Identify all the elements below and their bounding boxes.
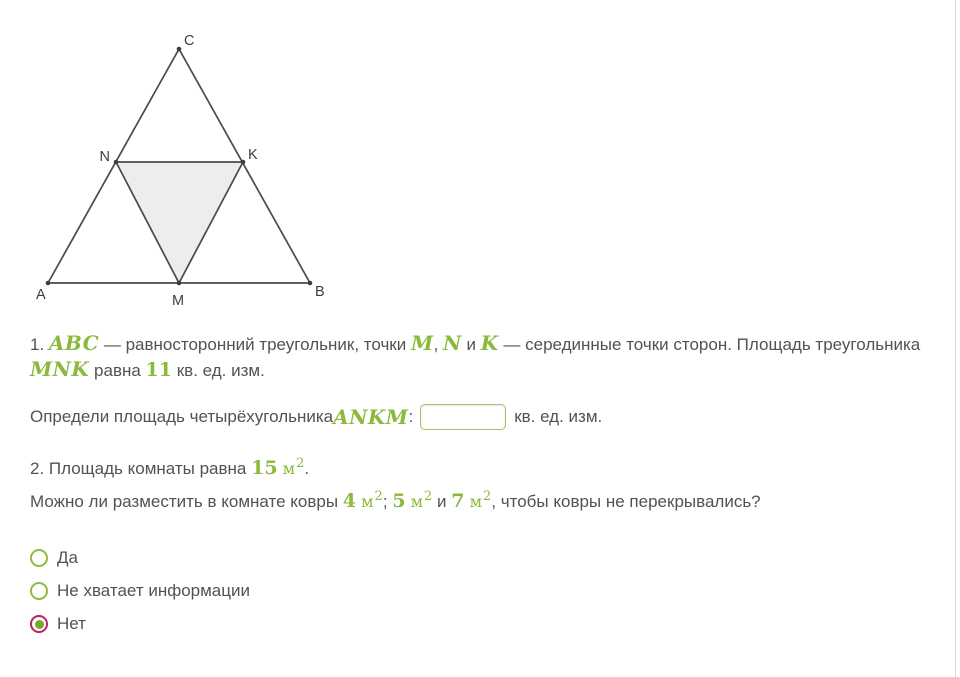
math-unit-m: м: [277, 459, 296, 478]
math-unit-m: м: [464, 492, 483, 511]
answer-input[interactable]: [420, 404, 506, 430]
answer-units: кв. ед. изм.: [514, 407, 603, 426]
math-number-11: 11: [145, 359, 172, 381]
problem-2-text: [30, 450, 761, 516]
vertex-label-n: N: [99, 149, 110, 165]
vertex-label-c: C: [184, 33, 195, 49]
problem-2-line-1: [30, 450, 761, 483]
inner-triangle-fill: [116, 162, 243, 283]
math-var-abc: ABC: [48, 331, 100, 355]
radio-checked-icon[interactable]: [30, 615, 48, 633]
answer-options: [30, 548, 250, 647]
vertex-label-a: A: [36, 287, 46, 303]
option-label[interactable]: Да: [57, 548, 78, 567]
math-number-4: 4: [342, 490, 357, 512]
math-var-m: M: [410, 331, 434, 355]
math-number-15: 15: [251, 457, 278, 479]
problem-1-text: [30, 331, 920, 383]
text-segment: ;: [382, 492, 393, 511]
text-segment: .: [304, 459, 310, 478]
problem-1-line-1: [30, 331, 920, 357]
content-right-border: [955, 0, 956, 677]
math-superscript-2: 2: [296, 456, 305, 471]
text-segment: , чтобы ковры не перекрывались?: [491, 492, 761, 511]
radio-unchecked-icon[interactable]: [30, 582, 48, 600]
vertex-label-k: K: [248, 147, 258, 163]
math-var-ankm: ANKM: [333, 405, 409, 429]
radio-unchecked-icon[interactable]: [30, 549, 48, 567]
option-row-ne-khvataet[interactable]: [30, 581, 250, 601]
math-number-7: 7: [451, 490, 465, 512]
math-superscript-2: 2: [374, 489, 383, 504]
math-var-k: K: [480, 331, 499, 355]
text-segment: ,: [433, 335, 444, 354]
text-segment: равна: [89, 361, 146, 380]
text-segment: 2. Площадь комнаты равна: [30, 459, 252, 478]
answer-row: [30, 400, 602, 434]
text-segment: 1.: [30, 335, 49, 354]
option-row-da[interactable]: [30, 548, 250, 568]
math-unit-m: м: [405, 492, 424, 511]
text-segment: — равносторонний треугольник, точки: [99, 335, 411, 354]
math-superscript-2: 2: [483, 489, 492, 504]
text-segment: — серединные точки сторон. Площадь треугольника: [498, 335, 921, 354]
text-segment: и: [432, 492, 452, 511]
problem-1-line-2: [30, 357, 920, 383]
math-superscript-2: 2: [424, 489, 433, 504]
answer-prompt: Определи площадь четырёхугольника: [30, 407, 334, 426]
option-row-net[interactable]: [30, 614, 250, 634]
vertex-label-b: B: [315, 284, 325, 300]
option-label[interactable]: Нет: [57, 614, 86, 633]
problem-2-line-2: [30, 483, 761, 516]
math-var-mnk: MNK: [30, 357, 90, 381]
math-var-n: N: [443, 331, 462, 355]
text-segment: кв. ед. изм.: [172, 361, 265, 380]
text-segment: и: [461, 335, 481, 354]
radio-dot: [35, 620, 44, 629]
vertex-label-m: M: [172, 293, 185, 309]
geometry-diagram: [0, 0, 345, 315]
option-label[interactable]: Не хватает информации: [57, 581, 250, 600]
answer-colon: :: [408, 407, 414, 426]
math-unit-m: м: [356, 492, 374, 511]
math-number-5: 5: [392, 490, 406, 512]
text-segment: Можно ли разместить в комнате ковры: [30, 492, 343, 511]
